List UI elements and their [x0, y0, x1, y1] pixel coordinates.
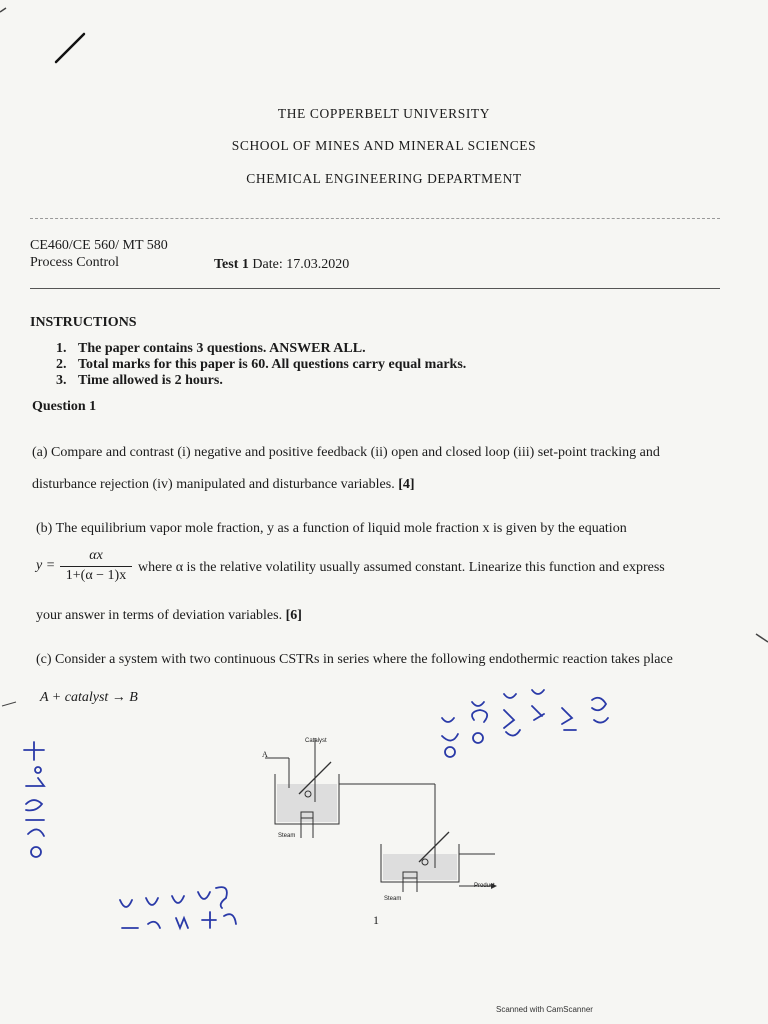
equation-numerator: αx [89, 548, 103, 563]
question-1a-marks: [4] [398, 477, 415, 492]
instruction-item: 3. Time allowed is 2 hours. [56, 373, 223, 388]
university-heading: THE COPPERBELT UNIVERSITY [277, 106, 491, 121]
reaction-equation: A + catalyst → B [40, 690, 138, 705]
question-1b-line1: (b) The equilibrium vapor mole fraction, y as a function of liquid mole fraction x is given by the equation [36, 521, 627, 536]
diagram-label-steam-1: Steam [278, 833, 296, 839]
course-codes: CE460/CE 560/ MT 580 [30, 238, 168, 253]
test-label: Test 1 [214, 257, 249, 272]
question-1-title: Question 1 [32, 399, 97, 414]
instruction-item: 2. Total marks for this paper is 60. All questions carry equal marks. [56, 357, 467, 372]
question-1b-marks: [6] [285, 608, 302, 623]
instruction-item: 1. The paper contains 3 questions. ANSWER ALL. [56, 341, 366, 356]
question-1b-line2: where α is the relative volatility usually assumed constant. Linearize this function and express [138, 560, 665, 575]
department-heading: CHEMICAL ENGINEERING DEPARTMENT [246, 171, 522, 186]
page-number: 1 [373, 913, 379, 927]
instructions-title: INSTRUCTIONS [30, 315, 137, 330]
course-name: Process Control [30, 255, 120, 270]
question-1a-line2: disturbance rejection (iv) manipulated and disturbance variables. [32, 477, 395, 492]
question-1c-line1: (c) Consider a system with two continuous CSTRs in series where the following endothermic reaction takes place [36, 652, 673, 667]
test-date: Date: 17.03.2020 [252, 257, 350, 272]
diagram-label-product: Product [474, 883, 495, 889]
diagram-label-catalyst: Catalyst [305, 738, 327, 744]
question-1a-line1: (a) Compare and contrast (i) negative and positive feedback (ii) open and closed loop (iii) set-point tracking and [32, 445, 660, 460]
equation-denominator: 1+(α − 1)x [65, 568, 127, 583]
school-heading: SCHOOL OF MINES AND MINERAL SCIENCES [231, 138, 537, 153]
diagram-label-steam-2: Steam [384, 896, 402, 902]
diagram-label-a: A [262, 750, 268, 759]
question-1b-line3: your answer in terms of deviation variables. [36, 608, 283, 623]
scanner-footer: Scanned with CamScanner [496, 1005, 593, 1014]
equation-lhs: y = [36, 558, 56, 573]
